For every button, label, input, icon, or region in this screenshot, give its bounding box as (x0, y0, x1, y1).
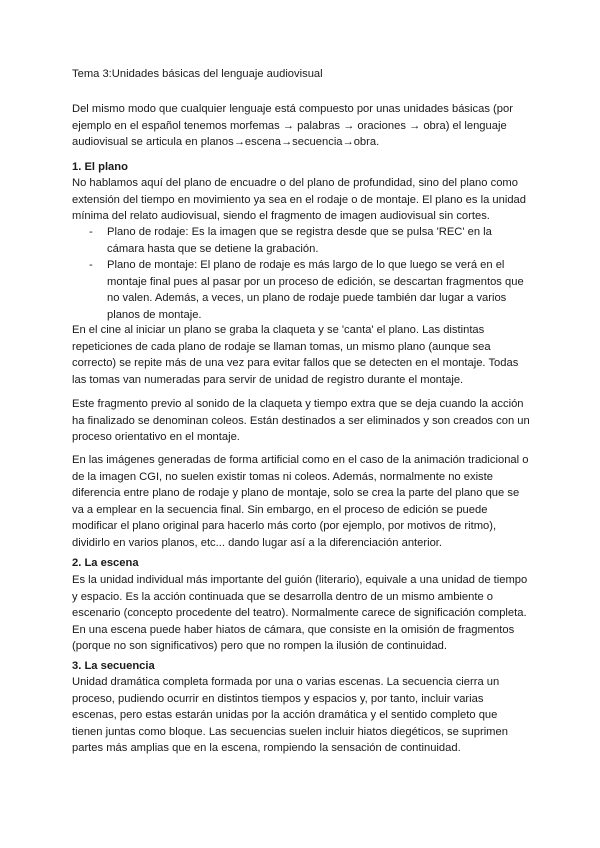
section-paragraph-secuencia: Unidad dramática completa formada por una o varias escenas. La secuencia cierra un proceso, pudiendo ocurrir en distintos tiempos y espacios y, por tanto, incluir varias escenas, pero estas estarán unidas por la acción dramática y el sentido completo que tienen juntas como bloque. Las secuencias suelen incluir hiatos diegéticos, se suprimen partes más amplias que en la escena, rompiendo la sensación de continuidad. (72, 676, 508, 754)
section-heading-plano: 1. El plano (72, 161, 128, 173)
list-item (72, 257, 530, 323)
list-dash: - (89, 226, 93, 238)
section-heading-escena: 2. La escena (72, 557, 139, 569)
paragraph-coleos: Este fragmento previo al sonido de la claqueta y tiempo extra que se deja cuando la acción ha finalizado se denominan coleos. Están destinados a ser eliminados y son creados con un proceso orientativo en el montaje. (72, 398, 530, 443)
section-paragraph-plano: No hablamos aquí del plano de encuadre o del plano de profundidad, sino del plano como extensión del tiempo en movimiento ya sea en el rodaje o de montaje. El plano es la unidad mínima del relato audiovisual, siendo el fragmento de imagen audiovisual sin cortes. (72, 177, 527, 222)
intro-paragraph: Del mismo modo que cualquier lenguaje está compuesto por unas unidades básicas (por ejemplo en el español tenemos morfemas → palabras → oraciones → obra) el lenguaje audiovisual se articula en planos→escena→secuencia→obra. (72, 103, 513, 148)
paragraph-claqueta: En el cine al iniciar un plano se graba la claqueta y se 'canta' el plano. Las distintas repeticiones de cada plano de rodaje se llaman tomas, un mismo plano (aunque sea correcto) se repite más de una vez para evitar fallos que se detecten en el montaje. Todas las tomas van numeradas para servir de unidad de registro durante el montaje. (72, 324, 519, 386)
section-heading-secuencia: 3. La secuencia (72, 660, 155, 672)
paragraph-animacion: En las imágenes generadas de forma artificial como en el caso de la animación tradicional o de la imagen CGI, no suelen existir tomas ni coleos. Además, normalmente no existe diferencia entre plano de rodaje y plano de montaje, solo se crea la parte del plano que se va a emplear en la secuencia final. Sin embargo, en el proceso de edición se puede modificar el plano original para hacerlo más corto (por ejemplo, por motivos de ritmo), dividirlo en varios planos, etc... dando lugar así a la diferenciación anterior. (72, 454, 529, 549)
list-item (72, 224, 530, 257)
section-paragraph-escena: Es la unidad individual más importante del guión (literario), equivale a una unidad de tiempo y espacio. Es la acción continuada que se desarrolla dentro de un mismo ambiente o escenario (concepto procedente del teatro). Normalmente carece de significación completa. En una escena puede haber hiatos de cámara, que consiste en la omisión de fragmentos (porque no son significativos) pero que no rompen la ilusión de continuidad. (72, 574, 528, 652)
list-dash: - (89, 259, 93, 271)
plano-types-list (72, 224, 530, 323)
list-item-text: Plano de montaje: El plano de rodaje es más largo de lo que luego se verá en el montaje final pues al pasar por un proceso de edición, se descartan fragmentos que no valen. Además, a veces, un plano de rodaje puede también dar lugar a varios planos de montaje. (107, 259, 524, 321)
document-title: Tema 3:Unidades básicas del lenguaje audiovisual (72, 68, 323, 80)
list-item-text: Plano de rodaje: Es la imagen que se registra desde que se pulsa 'REC' en la cámara hasta que se detiene la grabación. (107, 226, 492, 255)
